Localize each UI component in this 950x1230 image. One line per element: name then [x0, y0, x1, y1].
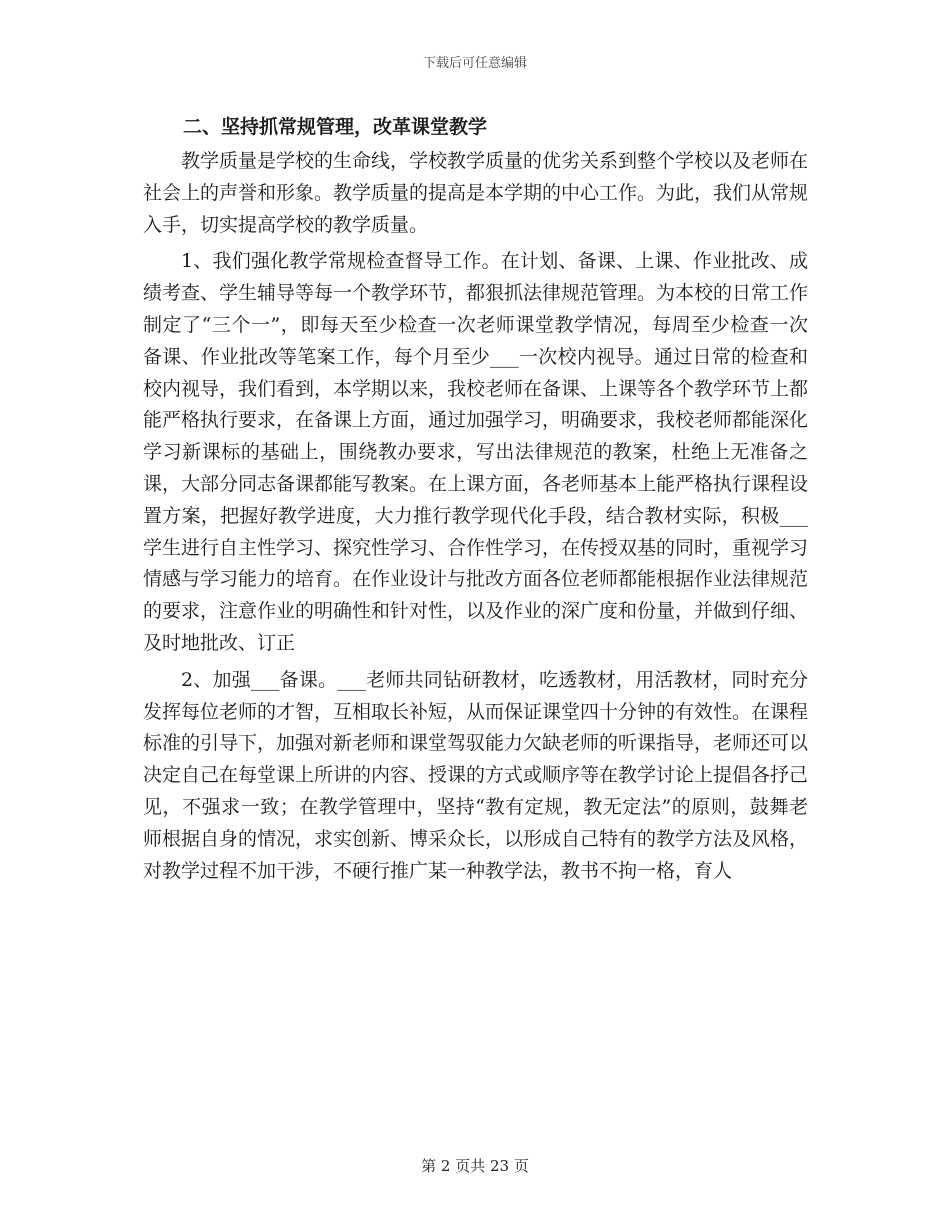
- paragraph-item-2: 2、加强___备课。___老师共同钻研教材，吃透教材，用活教材，同时充分发挥每位老师的才智，互相取长补短，从而保证课堂四十分钟的有效性。在课程标准的引导下，加强对新老师和课堂驾驭能力欠缺老师的听课指导，老师还可以决定自己在每堂课上所讲的内容、授课的方式或顺序等在教学讨论上提倡各抒己见，不强求一致；在教学管理中，坚持“教有定规，教无定法”的原则，鼓舞老师根据自身的情况，求实创新、博采众长，以形成自己特有的教学方法及风格，对教学过程不加干涉，不硬行推广某一种教学法，教书不拘一格，育人: [143, 668, 809, 882]
- paragraph-item-1: 1、我们强化教学常规检查督导工作。在计划、备课、上课、作业批改、成绩考查、学生辅导等每一个教学环节，都狠抓法律规范管理。为本校的日常工作制定了“三个一”，即每天至少检查一次老师课堂教学情况，每周至少检查一次备课、作业批改等笔案工作，每个月至少___一次校内视导。通过日常的检查和校内视导，我们看到，本学期以来，我校老师在备课、上课等各个教学环节上都能严格执行要求，在备课上方面，通过加强学习，明确要求，我校老师都能深化学习新课标的基础上，围绕教办要求，写出法律规范的教案，杜绝上无准备之课，大部分同志备课都能写教案。在上课方面，各老师基本上能严格执行课程设置方案，把握好教学进度，大力推行教学现代化手段，结合教材实际，积极___学生进行自主性学习、探究性学习、合作性学习，在传授双基的同时，重视学习情感与学习能力的培育。在作业设计与批改方面各位老师都能根据作业法律规范的要求，注意作业的明确性和针对性，以及作业的深广度和份量，并做到仔细、及时地批改、订正: [143, 250, 809, 654]
- paragraph-intro: 教学质量是学校的生命线，学校教学质量的优劣关系到整个学校以及老师在社会上的声誉和形象。教学质量的提高是本学期的中心工作。为此，我们从常规入手，切实提高学校的教学质量。: [143, 150, 809, 236]
- page-footer: 第 2 页共 23 页: [421, 1157, 529, 1175]
- page-header: 下载后可任意编辑: [422, 56, 527, 71]
- document-body: [143, 108, 808, 887]
- section-title: 二、坚持抓常规管理，改革课堂教学: [183, 116, 488, 138]
